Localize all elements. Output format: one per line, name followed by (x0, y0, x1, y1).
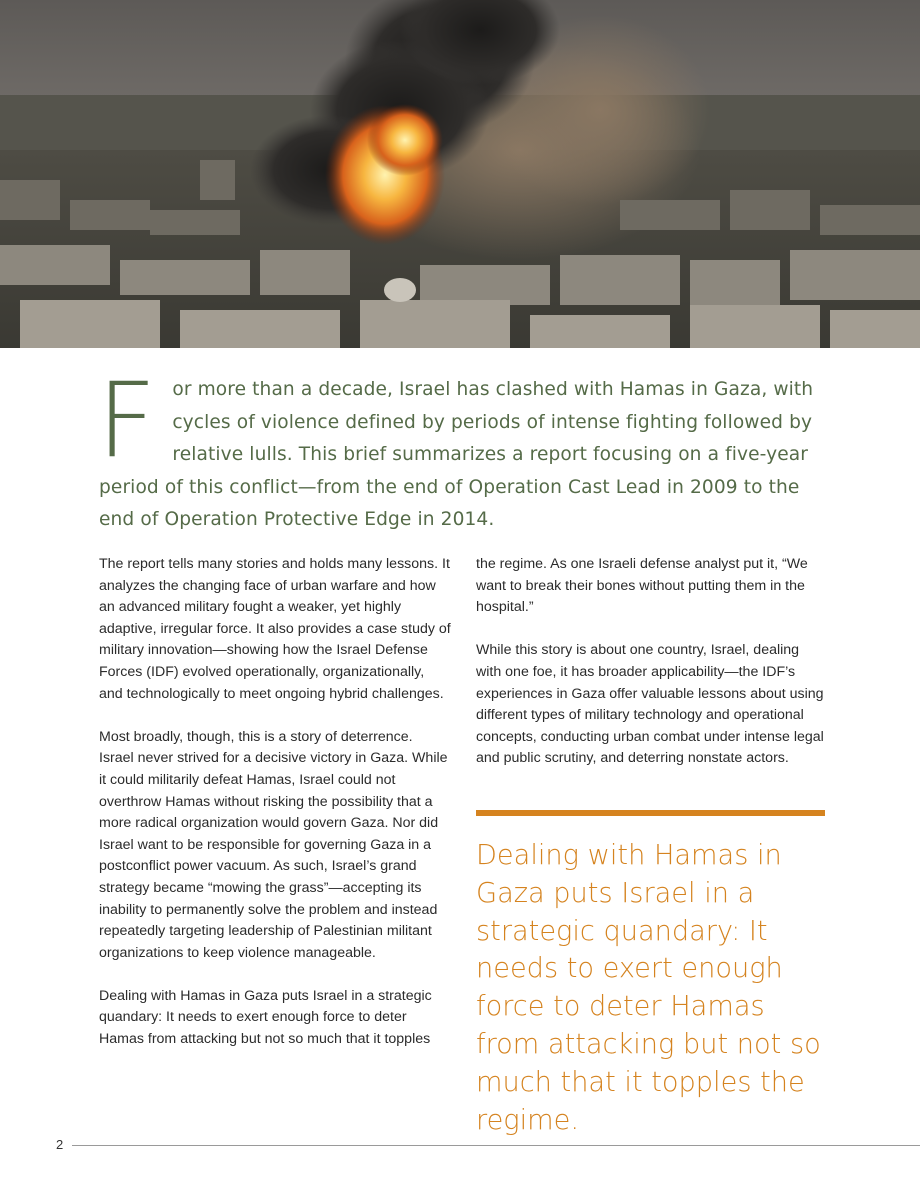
gaza-explosion-photo (0, 0, 920, 348)
body-paragraph: the regime. As one Israeli defense analyst put it, “We want to break their bones without putting them in the hospital.” (476, 556, 808, 616)
body-paragraph: Most broadly, though, this is a story of deterrence. Israel never strived for a decisive victory in Gaza. While it could militarily defeat Hamas, Israel could not overthrow Hamas without risking the possibility that a more radical organization would govern Gaza. Nor did Israel want to be responsible for governing Gaza in a postconflict power vacuum. As such, Israel’s grand strategy became “mowing the grass”—accepting its inability to permanently solve the problem and instead repeatedly targeting leadership of Palestinian militant organizations to keep violence manageable. (99, 728, 448, 961)
footer-rule (72, 1145, 920, 1146)
body-paragraph: While this story is about one country, Israel, dealing with one foe, it has broader applicability—the IDF’s experiences in Gaza offer valuable lessons about using different types of military technology and operational concepts, conducting urban combat under intense legal and public scrutiny, and deterring nonstate actors. (476, 642, 824, 767)
pull-quote: Dealing with Hamas in Gaza puts Israel in a strategic quandary: It needs to exert enough force to deter Hamas from attacking but not so much that it topples the regime. (476, 840, 821, 1136)
page-number: 2 (56, 1137, 64, 1152)
drop-cap: F (97, 361, 157, 481)
body-column-left (99, 554, 451, 1072)
body-column-right (476, 554, 828, 792)
body-paragraph: The report tells many stories and holds many lessons. It analyzes the changing face of urban warfare and how an advanced military fought a weaker, yet highly adaptive, irregular force. It also provides a case study of military innovation—showing how the Israel Defense Forces (IDF) evolved operationally, organizationally, and technologically to meet ongoing hybrid challenges. (99, 556, 451, 702)
hero-photo (0, 0, 920, 348)
pull-quote-rule (476, 810, 825, 816)
body-paragraph: Dealing with Hamas in Gaza puts Israel in a strategic quandary: It needs to exert enough force to deter Hamas from attacking but not so much that it topples (99, 987, 432, 1048)
intro-text: or more than a decade, Israel has clashed with Hamas in Gaza, with cycles of violence defined by periods of intense fighting followed by relative lulls. This brief summarizes a report focusing on a five-year period of this conflict—from the end of Operation Cast Lead in 2009 to the end of Operation Protective Edge in 2014. (99, 379, 814, 530)
intro-paragraph (97, 361, 829, 537)
